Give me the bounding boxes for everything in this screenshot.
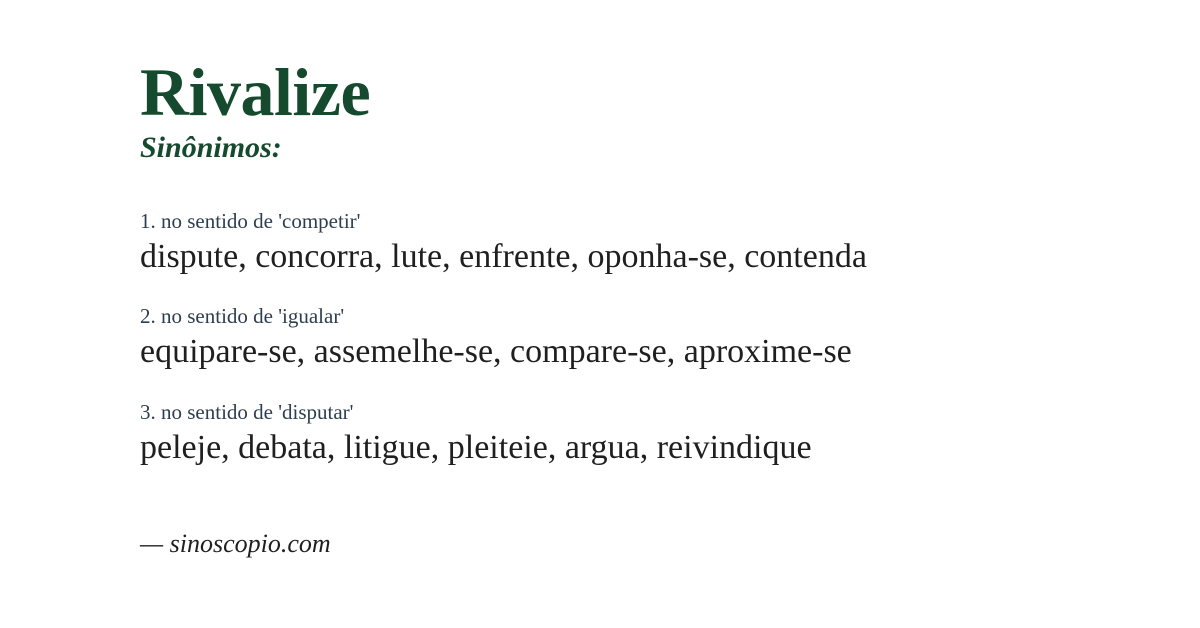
sense-item-1 [140, 209, 1140, 276]
sense-item-2 [140, 304, 1140, 371]
sense-1-label: 1. no sentido de 'competir' [140, 209, 361, 233]
sense-1-synonyms: dispute, concorra, lute, enfrente, oponha-se, contenda [140, 238, 867, 276]
sense-3-label: 3. no sentido de 'disputar' [140, 399, 354, 424]
sense-item-3 [140, 400, 1140, 467]
senses-list [140, 209, 1140, 467]
sense-2-label: 2. no sentido de 'igualar' [140, 304, 345, 329]
synonyms-heading: Sinônimos: [140, 131, 282, 164]
attribution: — sinoscopio.com [140, 528, 331, 558]
page-title: Rivalize [140, 54, 371, 130]
sense-3-synonyms: peleje, debata, litigue, pleiteie, argua, reivindique [140, 428, 812, 466]
sense-2-synonyms: equipare-se, assemelhe-se, compare-se, aproxime-se [140, 333, 852, 371]
